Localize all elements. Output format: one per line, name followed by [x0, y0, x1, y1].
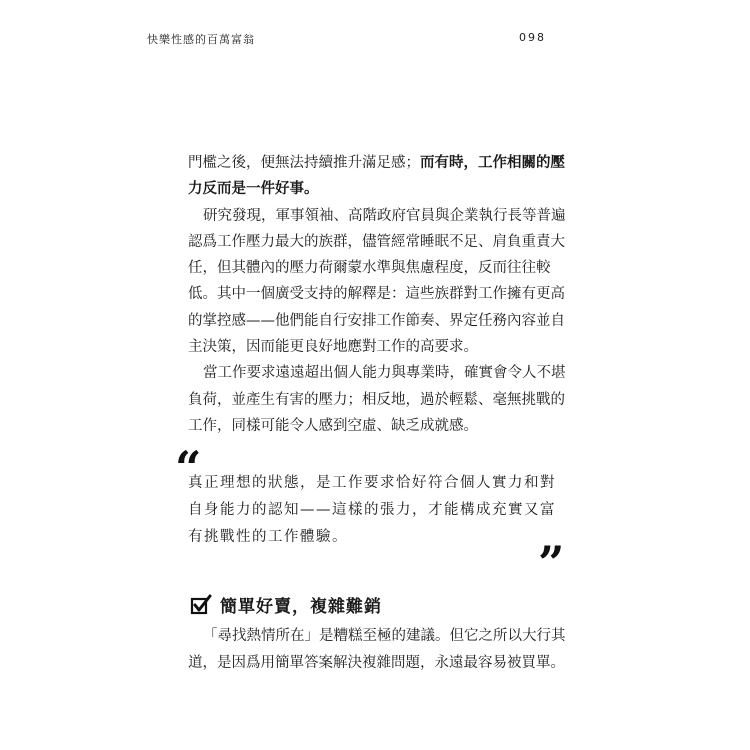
- section-text: 「尋找熱情所在」是糟糕至極的建議。但它之所以大行其道，是因爲用簡單答案解決複雜問題，永遠最容易被買單。: [188, 628, 566, 671]
- page-number: 098: [519, 31, 546, 44]
- paragraph-3: 當工作要求遠遠超出個人能力與專業時，確實會令人不堪負荷，並產生有害的壓力；相反地，過於輕鬆、毫無挑戰的工作，同樣可能令人感到空虛、缺乏成就感。: [188, 365, 566, 434]
- checkbox-icon: [190, 594, 212, 616]
- section-title: 簡單好賣，複雜難銷: [220, 597, 382, 617]
- running-header-title: 快樂性感的百萬富翁: [147, 33, 255, 46]
- paragraph-2: 研究發現，軍事領袖、高階政府官員與企業執行長等普遍認爲工作壓力最大的族群，儘管經常睡眠不足、肩負重責大任，但其體內的壓力荷爾蒙水準與焦慮程度，反而往往較低。其中一個廣受支持的解釋是：這些族群對工作擁有更高的掌控感——他們能自行安排工作節奏、界定任務內容並自主決策，因而能更良好地應對工作的高要求。: [188, 207, 566, 356]
- close-quote-mark: ”: [538, 536, 565, 590]
- section-heading: [190, 592, 382, 617]
- paragraph-1-bold: 而有時，工作相關的壓力反而是一件好事。: [188, 154, 565, 198]
- open-quote-mark: “: [175, 441, 202, 495]
- paragraph-1: [188, 150, 568, 203]
- pull-quote-text: 真正理想的狀態，是工作要求恰好符合個人實力和對自身能力的認知——這樣的張力，才能構成充實又富有挑戰性的工作體驗。: [188, 475, 556, 545]
- body-text: [188, 150, 568, 439]
- paragraph-1-normal: 門檻之後，便無法持續推升滿足感；: [188, 155, 420, 171]
